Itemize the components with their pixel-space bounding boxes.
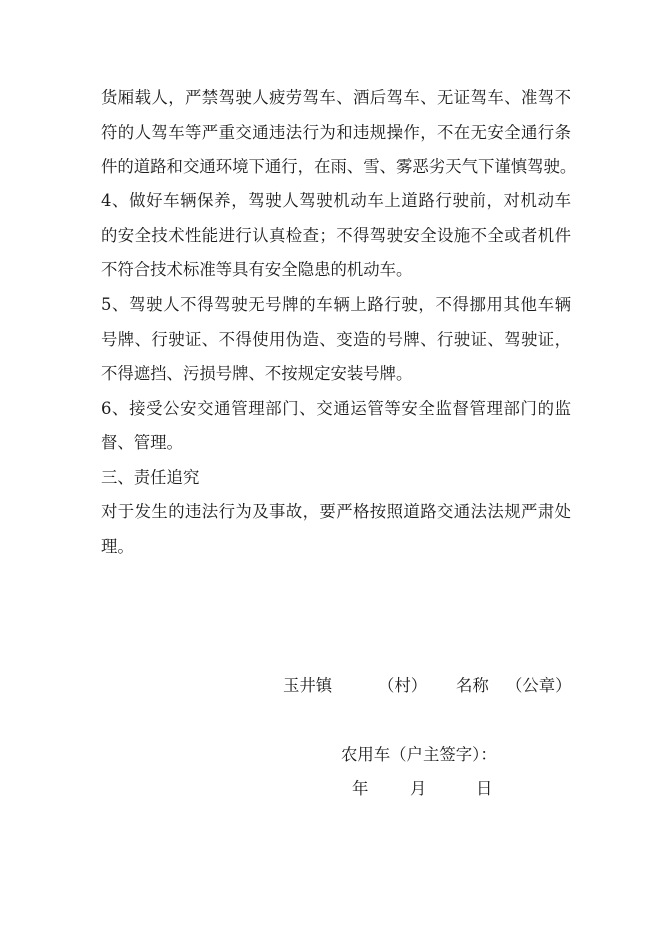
village-label: （村） [378, 676, 428, 695]
item-4-line: 4、做好车辆保养，驾驶人驾驶机动车上道路行驶前，对机动车 [101, 191, 571, 210]
item-6-line: 督、管理。 [101, 433, 183, 452]
name-label: 名称 [456, 676, 489, 695]
item-4-line: 的安全技术性能进行认真检查；不得驾驶安全设施不全或者机件 [101, 226, 571, 245]
item-4-line: 不符合技术标准等具有安全隐患的机动车。 [101, 260, 413, 279]
item-5-line: 5、驾驶人不得驾驶无号牌的车辆上路行驶，不得挪用其他车辆 [101, 295, 571, 314]
item-5-line: 号牌、行驶证、不得使用伪造、变造的号牌、行驶证、驾驶证， [101, 330, 571, 349]
paragraph-line: 货厢载人，严禁驾驶人疲劳驾车、酒后驾车、无证驾车、准驾不 [101, 88, 571, 107]
section-heading: 三、责任追究 [101, 468, 200, 487]
date-month: 月 [410, 779, 427, 798]
seal-label: （公章） [506, 676, 572, 695]
paragraph-line: 件的道路和交通环境下通行，在雨、雪、雾恶劣天气下谨慎驾驶。 [101, 157, 577, 176]
item-6-line: 6、接受公安交通管理部门、交通运管等安全监督管理部门的监 [101, 399, 571, 418]
liability-line: 对于发生的违法行为及事故，要严格按照道路交通法法规严肃处 [101, 502, 571, 521]
town-name: 玉井镇 [283, 676, 333, 695]
date-year: 年 [352, 779, 369, 798]
liability-line: 理。 [101, 537, 134, 556]
signature-label: 农用车（户主签字）： [341, 745, 497, 764]
item-5-line: 不得遮挡、污损号牌、不按规定安装号牌。 [101, 364, 413, 383]
date-day: 日 [476, 779, 493, 798]
paragraph-line: 符的人驾车等严重交通违法行为和违规操作，不在无安全通行条 [101, 123, 571, 142]
